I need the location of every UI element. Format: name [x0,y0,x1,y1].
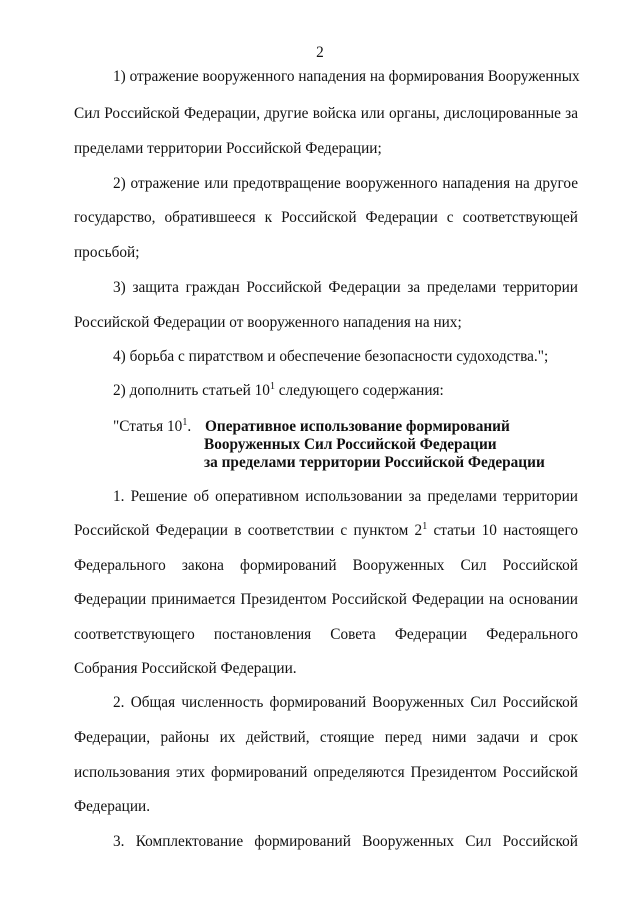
section-2-line-3: использования этих формирований определяются Президентом Российской [74,764,578,781]
amendment-text-before: 2) дополнить статьей 10 [113,382,270,399]
section-1-line-4: Федерации принимается Президентом Российской Федерации на основании [74,591,578,608]
list-item-3-line-2: Российской Федерации от вооруженного нападения на них; [74,314,462,331]
article-title-line-2: Вооруженных Сил Российской Федерации [204,436,497,453]
section-1-line-2-before: Российской Федерации в соответствии с пунктом 2 [74,522,423,539]
article-label-suffix: . [187,418,192,435]
page-number: 2 [316,44,324,61]
section-3-line-1: 3. Комплектование формирований Вооруженных Сил Российской [113,833,578,850]
article-label-prefix: "Статья 10 [113,418,183,435]
section-1-line-2 [74,521,578,541]
amendment-superscript: 1 [269,381,275,392]
list-item-4-line-1: 4) борьба с пиратством и обеспечение безопасности судоходства."; [113,348,549,365]
amendment-text-after: следующего содержания: [274,382,444,399]
list-item-2-line-2: государство, обратившееся к Российской Федерации с соответствующей [74,209,578,226]
list-item-3-line-1: 3) защита граждан Российской Федерации за пределами территории [113,279,578,296]
section-1-line-1: 1. Решение об оперативном использовании за пределами территории [113,488,578,505]
section-1-line-2-after: статьи 10 настоящего [427,522,578,539]
section-1-superscript: 1 [422,521,428,532]
article-title-line-3: за пределами территории Российской Федерации [204,454,545,471]
list-item-2-line-3: просьбой; [74,244,140,261]
list-item-2-line-1: 2) отражение или предотвращение вооруженного нападения на другое [113,175,578,192]
section-2-line-2: Федерации, районы их действий, стоящие перед ними задачи и срок [74,729,578,746]
section-1-line-5: соответствующего постановления Совета Федерации Федерального [74,626,578,643]
list-item-1-line-3: пределами территории Российской Федерации; [74,140,382,157]
article-label-superscript: 1 [182,417,188,428]
section-1-line-3: Федерального закона формирований Вооруженных Сил Российской [74,557,578,574]
section-1-line-6: Собрания Российской Федерации. [74,660,297,677]
article-title-line-1: Оперативное использование формирований [205,418,510,435]
list-item-1-line-1: 1) отражение вооруженного нападения на формирования Вооруженных [113,68,580,85]
section-2-line-4: Федерации. [74,798,151,815]
list-item-1-line-2: Сил Российской Федерации, другие войска или органы, дислоцированные за [74,105,578,122]
section-2-line-1: 2. Общая численность формирований Вооруженных Сил Российской [113,694,578,711]
amendment-line [113,381,578,401]
